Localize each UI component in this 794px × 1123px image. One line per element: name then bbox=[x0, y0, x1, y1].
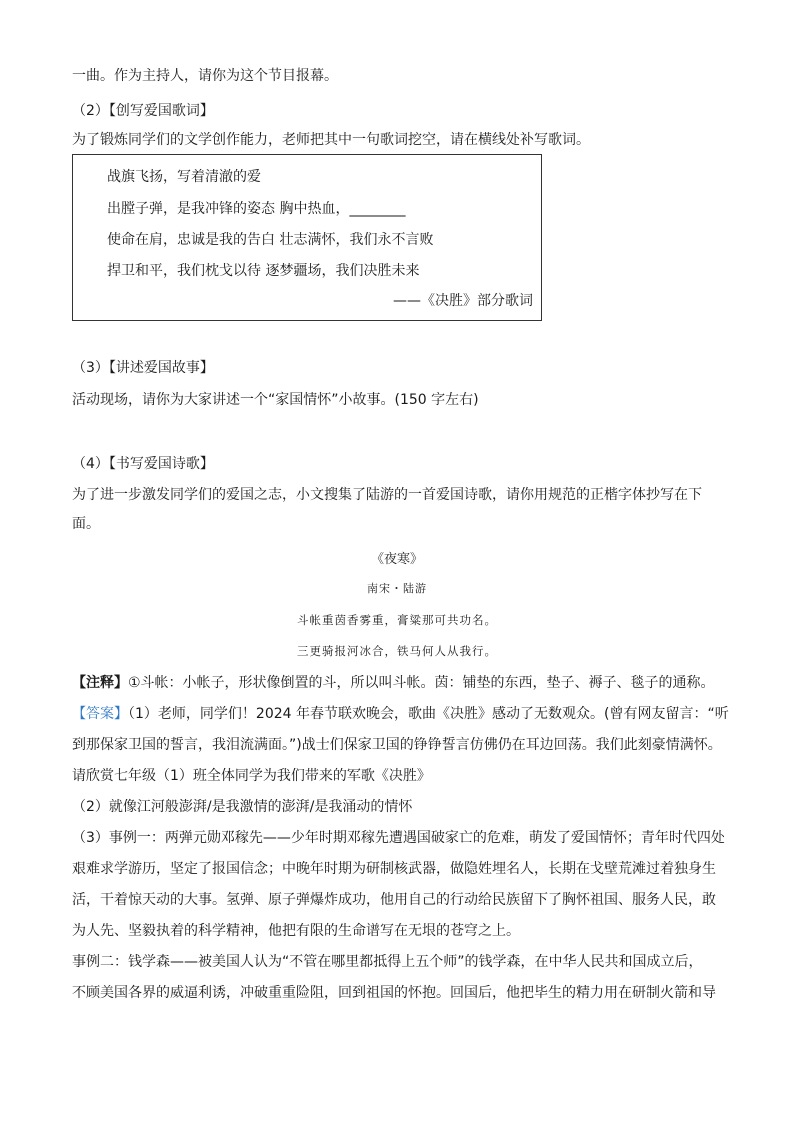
answer-text: （1）老师，同学们！2024 年春节联欢晚会，歌曲《决胜》感动了无数观众。(曾有网友留言：“听 bbox=[128, 706, 729, 722]
text-line: 不顾美国各界的威逼利诱，冲破重重险阻，回到祖国的怀抱。回国后，他把毕生的精力用在研制火箭和导 bbox=[72, 985, 716, 1001]
text-line: 为了进一步激发同学们的爱国之志，小文搜集了陆游的一首爱国诗歌，请你用规范的正楷字体抄写在下 bbox=[72, 487, 702, 503]
question-2-heading: （2）【创写爱国歌词】 bbox=[72, 103, 214, 119]
text-line: 一曲。作为主持人，请你为这个节目报幕。 bbox=[72, 68, 338, 84]
text-line: 面。 bbox=[72, 516, 100, 532]
answer-tag: 【答案】 bbox=[72, 706, 128, 722]
lyrics-line: 战旗飞扬，写着清澈的爱 bbox=[107, 169, 261, 185]
text-line: 为了锻炼同学们的文学创作能力，老师把其中一句歌词挖空，请在横线处补写歌词。 bbox=[72, 132, 590, 148]
poem-author: 南宋・陆游 bbox=[367, 582, 427, 595]
text-line: 活动现场，请你为大家讲述一个“家国情怀”小故事。(150 字左右) bbox=[72, 392, 479, 408]
text-line: 活，干着惊天动的大事。氢弹、原子弹爆炸成功，他用自己的行动给民族留下了胸怀祖国、服务人民，敢 bbox=[72, 892, 716, 908]
poem-verse: 三更骑报河冰合，铁马何人从我行。 bbox=[297, 644, 497, 658]
poem-verse: 斗帐重茵香雾重，膏粱那可共功名。 bbox=[297, 613, 497, 627]
lyrics-line: 使命在肩，忠诚是我的告白 壮志满怀，我们永不言败 bbox=[107, 232, 434, 248]
text-line: 艰难求学游历，坚定了报国信念；中晚年时期为研制核武器，做隐姓埋名人，长期在戈壁荒滩过着独身生 bbox=[72, 861, 716, 877]
text-line: 到那保家卫国的誓言，我泪流满面。”)战士们保家卫国的铮铮誓言仿佛仍在耳边回荡。我们此刻豪情满怀。 bbox=[72, 737, 722, 753]
lyrics-line: 捍卫和平，我们枕戈以待 逐梦疆场，我们决胜未来 bbox=[107, 263, 420, 279]
text-line: （2）就像江河般澎湃/是我激情的澎湃/是我涌动的情怀 bbox=[72, 799, 413, 815]
note-line bbox=[72, 673, 715, 693]
question-3-heading: （3）【讲述爱国故事】 bbox=[72, 360, 214, 376]
poem-title: 《夜寒》 bbox=[370, 552, 423, 567]
lyrics-source: ——《决胜》部分歌词 bbox=[393, 293, 533, 309]
text-line: （3）事例一：两弹元勋邓稼先——少年时期邓稼先遭遇国破家亡的危难，萌发了爱国情怀；青年时代四处 bbox=[72, 830, 725, 846]
text-line: 为人先、坚毅执着的科学精神，他把有限的生命谱写在无垠的苍穹之上。 bbox=[72, 923, 520, 939]
text-line: 请欣赏七年级（1）班全体同学为我们带来的军歌《决胜》 bbox=[72, 768, 431, 784]
answer-line bbox=[72, 704, 729, 724]
note-tag: 【注释】 bbox=[72, 675, 128, 691]
note-text: ①斗帐：小帐子，形状像倒置的斗，所以叫斗帐。茵：铺垫的东西，垫子、褥子、毯子的通称。 bbox=[128, 675, 715, 691]
text-line: 事例二：钱学森——被美国人认为“不管在哪里都抵得上五个师”的钱学森，在中华人民共和国成立后， bbox=[72, 954, 703, 970]
lyrics-line-blank: 出膛子弹，是我冲锋的姿态 胸中热血，________ bbox=[107, 201, 406, 217]
question-4-heading: （4）【书写爱国诗歌】 bbox=[72, 456, 214, 472]
lyrics-box bbox=[72, 154, 542, 321]
